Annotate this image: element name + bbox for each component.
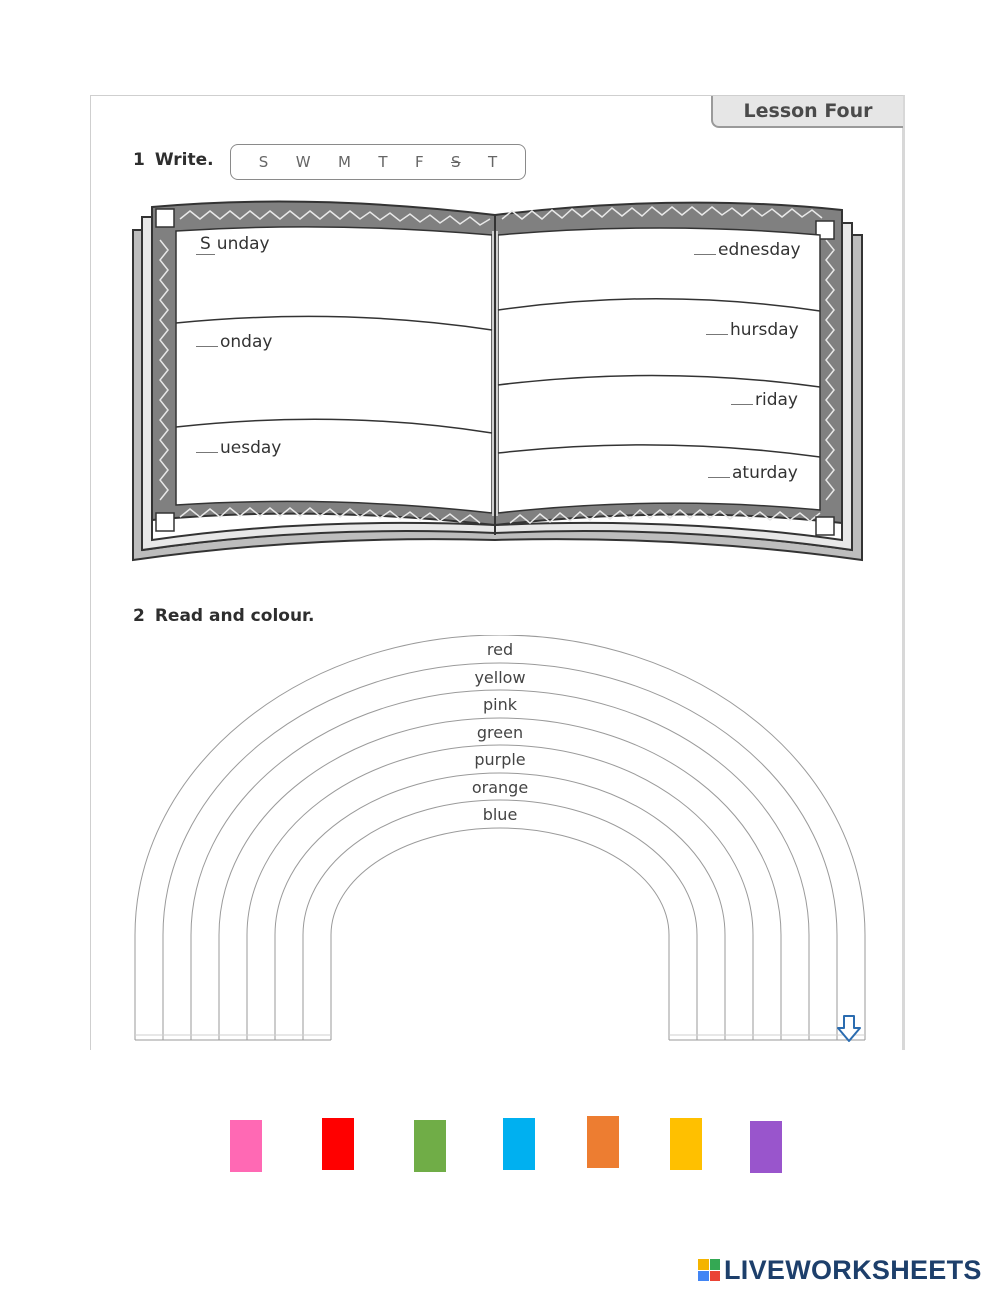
answer-blank-thursday[interactable] [706,334,728,335]
color-swatch-orange[interactable] [587,1116,619,1168]
letter-s2-used: S [451,153,461,171]
arrow-down-icon[interactable] [836,1014,862,1044]
answer-blank-sunday[interactable]: S [196,234,215,255]
day-tuesday-rest: uesday [220,438,282,458]
day-thursday [706,320,799,340]
rainbow-word-blue: blue [482,805,518,824]
letter-w: W [295,153,311,171]
rainbow-word-pink: pink [482,695,517,714]
day-sunday [196,234,270,255]
day-friday-rest: riday [755,390,798,410]
task1-number: 1 [133,150,145,170]
task2-instruction: Read and colour. [154,606,315,626]
task2-title [133,606,314,626]
logo-grid-icon [698,1259,720,1281]
answer-blank-wednesday[interactable] [694,254,716,255]
rainbow-word-purple: purple [474,750,526,769]
day-sunday-rest: unday [216,234,270,254]
day-friday [731,390,798,410]
liveworksheets-logo [698,1255,982,1285]
answer-blank-saturday[interactable] [708,477,730,478]
color-swatch-pink[interactable] [230,1120,262,1172]
rainbow-word-red: red [486,640,514,659]
answer-blank-tuesday[interactable] [196,452,218,453]
letter-f: F [414,153,424,171]
day-monday-rest: onday [220,332,273,352]
letter-s1: S [258,153,269,171]
day-thursday-rest: hursday [730,320,799,340]
day-wednesday [694,240,801,260]
letter-t1: T [378,153,388,171]
task2-number: 2 [133,606,145,626]
color-swatch-yellow[interactable] [670,1118,702,1170]
letter-bank [230,144,526,180]
color-swatch-blue[interactable] [503,1118,535,1170]
day-saturday-rest: aturday [732,463,798,483]
answer-blank-monday[interactable] [196,346,218,347]
lesson-tab: Lesson Four [711,96,903,128]
letter-t2: T [488,153,498,171]
task1-instruction: Write. [154,150,214,170]
day-saturday [708,463,798,483]
color-swatch-purple[interactable] [750,1121,782,1173]
rainbow-word-yellow: yellow [474,668,526,687]
rainbow-word-green: green [476,723,524,742]
day-monday [196,332,272,352]
color-swatch-green[interactable] [414,1120,446,1172]
color-swatch-red[interactable] [322,1118,354,1170]
day-tuesday [196,438,281,458]
brand-text: LIVEWORKSHEETS [724,1254,982,1285]
letter-m: M [337,153,351,171]
rainbow-word-orange: orange [471,778,529,797]
day-wednesday-rest: ednesday [718,240,801,260]
answer-blank-friday[interactable] [731,404,753,405]
task1-title [133,150,214,170]
